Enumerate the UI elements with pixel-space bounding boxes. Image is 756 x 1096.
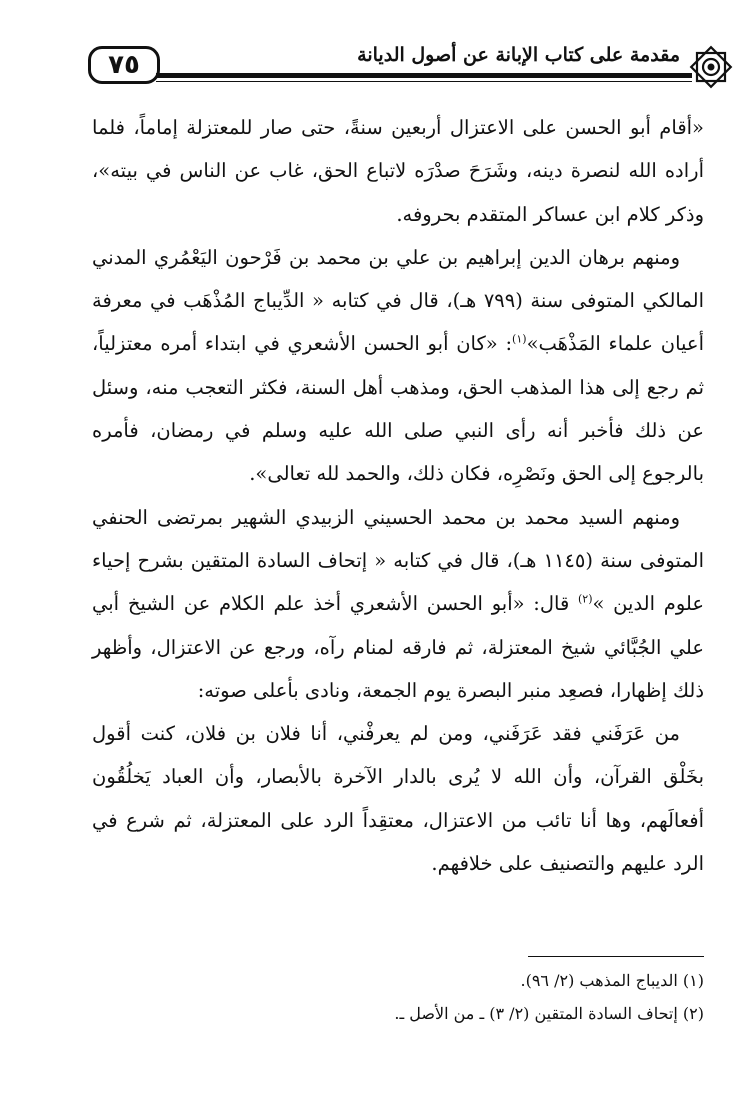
page-number: ٧٥: [88, 46, 160, 84]
header-rule: [156, 73, 692, 78]
header-rule-thin: [156, 81, 692, 82]
running-title: مقدمة على كتاب الإبانة عن أصول الديانة: [357, 44, 680, 66]
paragraph-declaration: من عَرَفَني فقد عَرَفَني، ومن لم يعرفْني، أنا فلان بن فلان، كنت أقول بخَلْق القرآن، وأن الله لا يُرى بالدار الآخرة بالأبصار، وأن العباد يَخلُقُون أفعالَهم، وها أنا تائب من الاعتزال، معتقِداً الرد على المعتزلة، ثم شرع في الرد عليهم والتصنيف على خلافهم.: [92, 722, 704, 876]
paragraph-text: ومنهم السيد محمد بن محمد الحسيني الزبيدي الشهير بمرتضى الحنفي المتوفى سنة (١١٤٥ هـ)، قال في كتابه « إتحاف السادة المتقين بشرح إحياء علوم الدين »: [92, 505, 704, 616]
paragraph-zabidi: [92, 496, 704, 712]
footnotes: [92, 964, 704, 1030]
page-header: [88, 40, 736, 98]
paragraph-text: ومنهم برهان الدين إبراهيم بن علي بن محمد بن فَرْحون اليَعْمُري المدني المالكي المتوفى سنة (٧٩٩ هـ)، قال في كتابه « الدِّيباج المُذْهَب في معرفة أعيان علماء المَذْهَب»: [92, 245, 704, 356]
paragraph-text: : «كان أبو الحسن الأشعري في ابتداء أمره معتزلياً، ثم رجع إلى هذا المذهب الحق، ومذهب أهل السنة، فكثر التعجب منه، وسئل عن ذلك فأخبر أنه رأى النبي صلى الله عليه وسلم في رمضان، فأمره بالرجوع إلى الحق ونَصْرِه، فكان ذلك، والحمد لله تعالى».: [92, 332, 704, 486]
footnote-ref-2[interactable]: (٢): [578, 592, 593, 606]
footnote-2: (٢) إتحاف السادة المتقين (٢/ ٣) ـ من الأصل ـ.: [394, 1004, 704, 1023]
star-flower-ornament-icon: [686, 42, 736, 92]
paragraph-text: قال: «أبو الحسن الأشعري أخذ علم الكلام عن الشيخ أبي علي الجُبَّائي شيخ المعتزلة، ثم فارقه لمنام رآه، ورجع عن الاعتزال، وأظهر ذلك إظهارا، فصعِد منبر البصرة يوم الجمعة، ونادى بأعلى صوته:: [92, 592, 704, 702]
quote-paragraph: «أقام أبو الحسن على الاعتزال أربعين سنةً، حتى صار للمعتزلة إماماً، فلما أراده الله لنصرة دينه، وشَرَحَ صدْرَه لاتباع الحق، غاب عن الناس في بيته»، وذكر كلام ابن عساكر المتقدم بحروفه.: [92, 116, 704, 226]
paragraph-ibn-farhun: [92, 236, 704, 496]
footnote-divider: [528, 956, 704, 957]
footnote-1: (١) الديباج المذهب (٢/ ٩٦).: [520, 971, 704, 990]
main-text: [92, 106, 704, 885]
footnote-ref-1[interactable]: (١): [512, 332, 527, 346]
